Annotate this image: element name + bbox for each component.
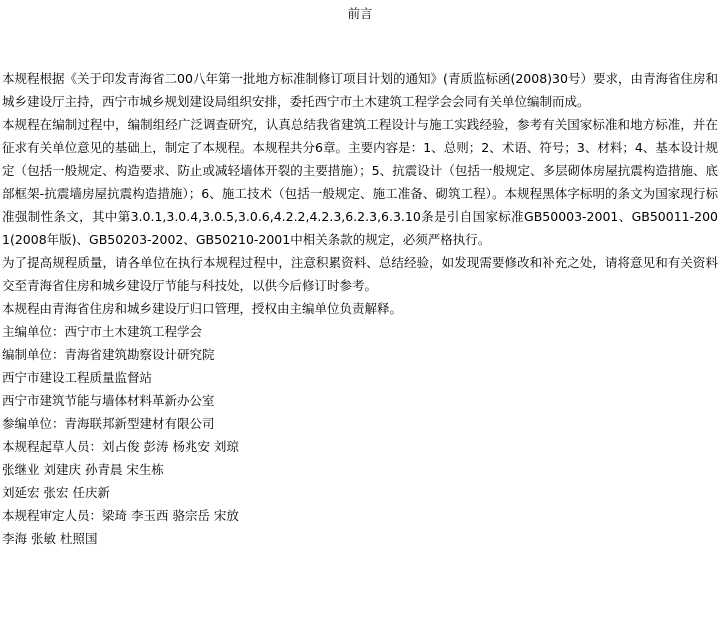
editing-unit-3: 西宁市建筑节能与墙体材料革新办公室	[2, 393, 215, 408]
drafters-line-1: 本规程起草人员：刘占俊 彭涛 杨兆安 刘琼	[2, 439, 239, 454]
reviewers-line-1: 本规程审定人员：梁琦 李玉西 骆宗岳 宋放	[2, 508, 239, 523]
paragraph-management: 本规程由青海省住房和城乡建设厅归口管理，授权由主编单位负责解释。	[2, 301, 403, 316]
editing-unit-2: 西宁市建设工程质量监督站	[2, 370, 153, 385]
paragraph-feedback: 为了提高规程质量，请各单位在执行本规程过程中，注意积累资料、总结经验，如发现需要修改和补充之处，请将意见和有关资料交至青海省住房和城乡建设厅节能与科技处，以供今后修订时参考。	[2, 255, 718, 293]
paragraph-content: 本规程在编制过程中，编制组经广泛调查研究，认真总结我省建筑工程设计与施工实践经验，参考有关国家标准和地方标准，并在征求有关单位意见的基础上，制定了本规程。本规程共分6章。主要内容是：1、总则；2、术语、符号；3、材料；4、基本设计规定（包括一般规定、构造要求、防止或减轻墙体开裂的主要措施）；5、抗震设计（包括一般规定、多层砌体房屋抗震构造措施、底部框架-抗震墙房屋抗震构造措施）；6、施工技术（包括一般规定、施工准备、砌筑工程）。本规程黑体字标明的条文为国家现行标准强制性条文，其中第3.0.1,3.0.4,3.0.5,3.0.6,4.2.2,4.2.3,6.2.3,6.3.10条是引自国家标准GB50003-2001、GB50011-2001(2008年版)、GB50203-2002、GB50210-2001中相关条款的规定，必须严格执行。	[2, 117, 718, 247]
paragraph-basis: 本规程根据《关于印发青海省二00八年第一批地方标准制修订项目计划的通知》(青质监标函(2008)30号）要求，由青海省住房和城乡建设厅主持，西宁市城乡规划建设局组织安排，委托西宁市土木建筑工程学会会同有关单位编制而成。	[2, 71, 718, 109]
editing-unit: 编制单位：青海省建筑勘察设计研究院	[2, 347, 215, 362]
chief-editor-unit: 主编单位：西宁市土木建筑工程学会	[2, 324, 203, 339]
reviewers-line-2: 李海 张敏 杜照国	[2, 531, 98, 546]
document-title: 前言	[347, 6, 373, 21]
drafters-line-2: 张继业 刘建庆 孙青晨 宋生栋	[2, 462, 164, 477]
participating-unit: 参编单位：青海联邦新型建材有限公司	[2, 416, 215, 431]
title-spacer	[2, 25, 718, 67]
document	[0, 2, 720, 550]
drafters-line-3: 刘延宏 张宏 任庆新	[2, 485, 110, 500]
